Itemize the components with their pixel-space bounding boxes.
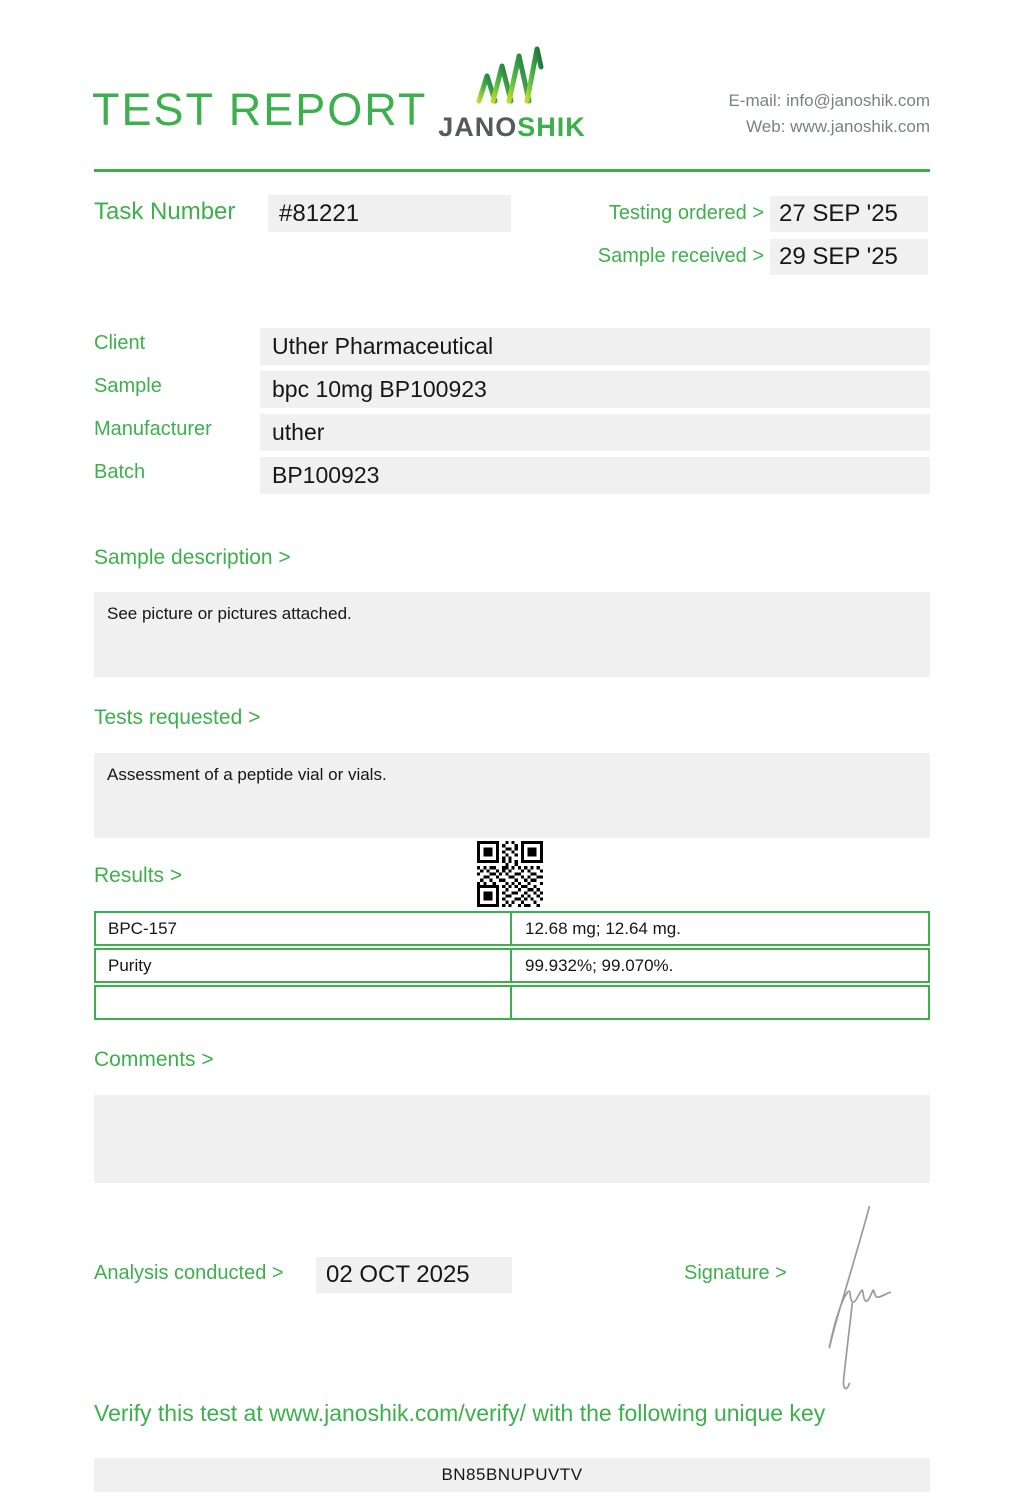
manufacturer-label: Manufacturer: [94, 418, 212, 440]
analysis-conducted-label: Analysis conducted >: [94, 1262, 284, 1284]
logo-part-jano: JANO: [438, 112, 518, 142]
analyte-cell: BPC-157: [96, 913, 512, 944]
contact-info: [728, 88, 930, 140]
contact-web-line: [728, 114, 930, 140]
result-cell: 12.68 mg; 12.64 mg.: [525, 919, 681, 938]
sample-value: bpc 10mg BP100923: [260, 371, 930, 408]
table-row: [94, 911, 930, 946]
web-label: Web:: [746, 117, 786, 136]
task-number-label: Task Number: [94, 198, 236, 225]
sample-description-box: See picture or pictures attached.: [94, 592, 930, 677]
logo-wordmark: [432, 112, 592, 143]
analysis-date-value: 02 OCT 2025: [316, 1257, 512, 1293]
verify-instruction: Verify this test at www.janoshik.com/verify/ with the following unique key: [94, 1400, 826, 1426]
testing-ordered-value: 27 SEP '25: [770, 196, 928, 232]
results-table: [94, 911, 930, 1022]
sample-description-heading: Sample description >: [94, 546, 291, 569]
analyte-cell: [96, 987, 512, 1018]
email-label: E-mail:: [728, 91, 782, 110]
table-row: [94, 985, 930, 1020]
client-label: Client: [94, 332, 146, 354]
tests-requested-heading: Tests requested >: [94, 706, 261, 729]
web-value: www.janoshik.com: [790, 117, 930, 136]
signature-label: Signature >: [684, 1262, 787, 1284]
comments-heading: Comments >: [94, 1048, 214, 1071]
contact-email-line: [728, 88, 930, 114]
client-value: Uther Pharmaceutical: [260, 328, 930, 365]
growth-chart-icon: [471, 44, 553, 106]
email-value: info@janoshik.com: [786, 91, 930, 110]
sample-received-label: Sample received >: [597, 245, 764, 267]
comments-box: [94, 1095, 930, 1183]
result-cell: 99.932%; 99.070%.: [525, 956, 674, 975]
header-divider: [94, 169, 930, 172]
results-heading: Results >: [94, 864, 183, 887]
manufacturer-value: uther: [260, 414, 930, 451]
qr-code-icon: [477, 841, 543, 907]
page-title: TEST REPORT: [92, 84, 428, 135]
logo-part-shik: SHIK: [517, 112, 586, 142]
signature-scribble: [806, 1203, 906, 1393]
unique-key-value: BN85BNUPUVTV: [94, 1458, 930, 1492]
batch-label: Batch: [94, 461, 146, 483]
batch-value: BP100923: [260, 457, 930, 494]
testing-ordered-label: Testing ordered >: [608, 202, 764, 224]
sample-received-value: 29 SEP '25: [770, 239, 928, 275]
analyte-cell: Purity: [96, 950, 512, 981]
sample-label: Sample: [94, 375, 162, 397]
result-cell: [512, 987, 928, 1018]
tests-requested-box: Assessment of a peptide vial or vials.: [94, 753, 930, 838]
task-number-value: #81221: [268, 195, 511, 232]
table-row: [94, 948, 930, 983]
janoshik-logo: [432, 44, 592, 143]
